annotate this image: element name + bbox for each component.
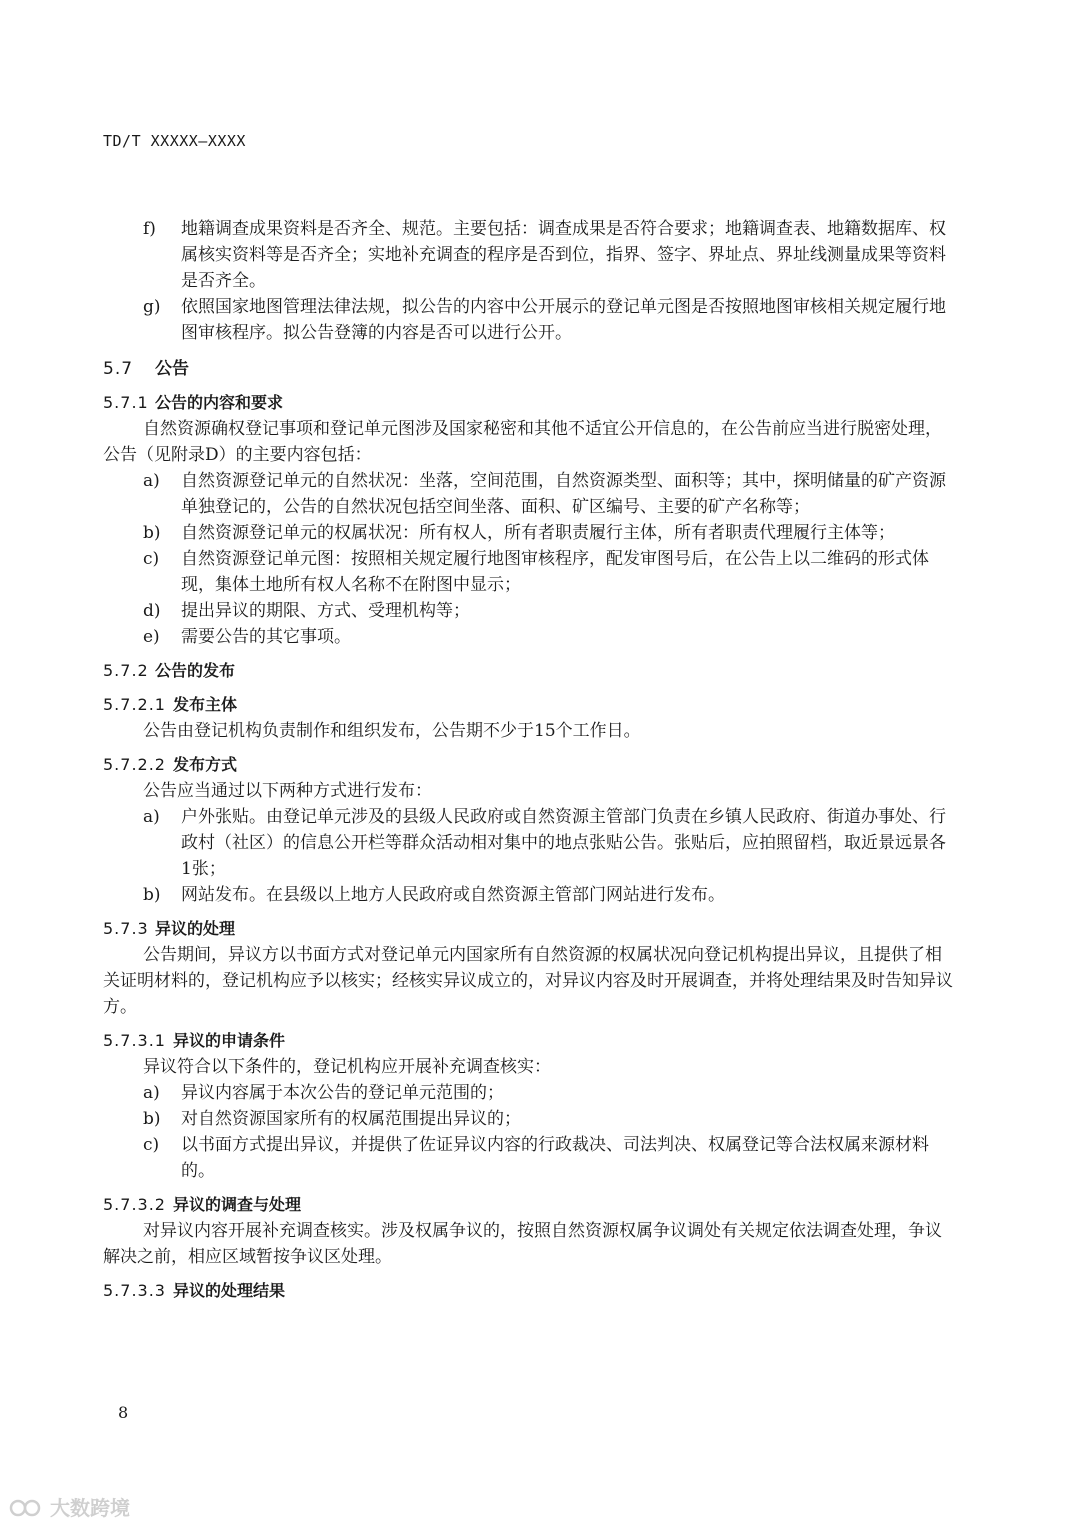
- list-text: 户外张贴。由登记单元涉及的县级人民政府或自然资源主管部门负责在乡镇人民政府、街道办事处、行政村（社区）的信息公开栏等群众活动相对集中的地点张贴公告。张贴后，应拍照留档，取近景远景各1张；: [181, 807, 946, 879]
- list-label: b): [143, 885, 161, 905]
- list-text: 自然资源登记单元的权属状况：所有权人，所有者职责履行主体，所有者职责代理履行主体等；: [181, 523, 895, 543]
- paragraph: 异议符合以下条件的，登记机构应开展补充调查核实：: [143, 1057, 551, 1077]
- list-text: 以书面方式提出异议，并提供了佐证异议内容的行政裁决、司法判决、权属登记等合法权属来源材料的。: [181, 1135, 929, 1181]
- list-text: 自然资源登记单元的自然状况：坐落，空间范围，自然资源类型、面积等；其中，探明储量的矿产资源单独登记的，公告的自然状况包括空间坐落、面积、矿区编号、主要的矿产名称等；: [181, 471, 946, 517]
- list-label: f): [143, 219, 156, 239]
- paragraph: 对异议内容开展补充调查核实。涉及权属争议的，按照自然资源权属争议调处有关规定依法调查处理，争议解决之前，相应区域暂按争议区处理。: [103, 1221, 942, 1267]
- paragraph: 公告应当通过以下两种方式进行发布：: [143, 781, 432, 801]
- list-item: [103, 598, 953, 624]
- watermark-text: 大数跨境: [50, 1496, 130, 1520]
- section-number: 5.7.2.1: [103, 695, 166, 714]
- list-text: 需要公告的其它事项。: [181, 627, 351, 647]
- section-number: 5.7.1: [103, 393, 149, 412]
- list-text: 自然资源登记单元图：按照相关规定履行地图审核程序，配发审图号后，在公告上以二维码的形式体现，集体土地所有权人名称不在附图中显示；: [181, 549, 929, 595]
- list-label: a): [143, 807, 160, 827]
- list-text: 依照国家地图管理法律法规，拟公告的内容中公开展示的登记单元图是否按照地图审核相关规定履行地图审核程序。拟公告登簿的内容是否可以进行公开。: [181, 297, 946, 343]
- watermark: [8, 1492, 130, 1521]
- list-item: [103, 1106, 953, 1132]
- list-item: [103, 882, 953, 908]
- section-title: 异议的处理: [155, 919, 236, 938]
- list-label: g): [143, 297, 161, 317]
- list-item-f: [103, 216, 953, 294]
- list-label: d): [143, 601, 161, 621]
- list-item: [103, 624, 953, 650]
- section-number: 5.7: [103, 359, 134, 379]
- list-item: [103, 1080, 953, 1106]
- section-heading-5-7-2-2: [103, 752, 953, 778]
- section-heading-5-7-3-3: [103, 1278, 953, 1304]
- section-heading-5-7-3: [103, 916, 953, 942]
- list-item-g: [103, 294, 953, 346]
- section-heading-5-7-2-1: [103, 692, 953, 718]
- section-title: 公告的内容和要求: [155, 393, 284, 412]
- list-text: 对自然资源国家所有的权属范围提出异议的；: [181, 1109, 521, 1129]
- page-number: 8: [118, 1403, 129, 1422]
- section-number: 5.7.3: [103, 919, 149, 938]
- section-number: 5.7.2: [103, 661, 149, 680]
- watermark-logo-icon: [8, 1495, 44, 1519]
- list-label: a): [143, 471, 160, 491]
- section-number: 5.7.3.2: [103, 1195, 166, 1214]
- list-item: [103, 546, 953, 598]
- section-heading-5-7-1: [103, 390, 953, 416]
- section-title: 公告的发布: [155, 661, 236, 680]
- document-code-header: TD/T XXXXX—XXXX: [103, 132, 246, 150]
- section-heading-5-7: [103, 356, 953, 382]
- section-title: 异议的处理结果: [173, 1281, 286, 1300]
- section-heading-5-7-3-2: [103, 1192, 953, 1218]
- list-label: b): [143, 523, 161, 543]
- paragraph: 公告由登记机构负责制作和组织发布，公告期不少于15个工作日。: [143, 721, 641, 741]
- list-item: [103, 1132, 953, 1184]
- section-number: 5.7.3.3: [103, 1281, 166, 1300]
- list-label: b): [143, 1109, 161, 1129]
- list-item: [103, 520, 953, 546]
- paragraph: 自然资源确权登记事项和登记单元图涉及国家秘密和其他不适宜公开信息的，在公告前应当进行脱密处理，公告（见附录D）的主要内容包括：: [103, 419, 942, 465]
- section-title: 发布主体: [173, 695, 238, 714]
- list-text: 网站发布。在县级以上地方人民政府或自然资源主管部门网站进行发布。: [181, 885, 725, 905]
- list-text: 地籍调查成果资料是否齐全、规范。主要包括：调查成果是否符合要求；地籍调查表、地籍数据库、权属核实资料等是否齐全；实地补充调查的程序是否到位，指界、签字、界址点、界址线测量成果等资料是否齐全。: [181, 219, 946, 291]
- list-label: e): [143, 627, 160, 647]
- list-label: c): [143, 1135, 160, 1155]
- section-number: 5.7.3.1: [103, 1031, 166, 1050]
- document-body: [103, 216, 953, 1304]
- section-title: 异议的申请条件: [173, 1031, 286, 1050]
- list-label: a): [143, 1083, 160, 1103]
- list-label: c): [143, 549, 160, 569]
- section-title: 异议的调查与处理: [173, 1195, 302, 1214]
- list-item: [103, 468, 953, 520]
- list-item: [103, 804, 953, 882]
- list-text: 提出异议的期限、方式、受理机构等；: [181, 601, 470, 621]
- paragraph: 公告期间，异议方以书面方式对登记单元内国家所有自然资源的权属状况向登记机构提出异议，且提供了相关证明材料的，登记机构应予以核实；经核实异议成立的，对异议内容及时开展调查，并将处理结果及时告知异议方。: [103, 945, 953, 1017]
- section-number: 5.7.2.2: [103, 755, 166, 774]
- section-title: 公告: [155, 359, 189, 379]
- section-heading-5-7-3-1: [103, 1028, 953, 1054]
- list-text: 异议内容属于本次公告的登记单元范围的；: [181, 1083, 504, 1103]
- section-title: 发布方式: [173, 755, 238, 774]
- section-heading-5-7-2: [103, 658, 953, 684]
